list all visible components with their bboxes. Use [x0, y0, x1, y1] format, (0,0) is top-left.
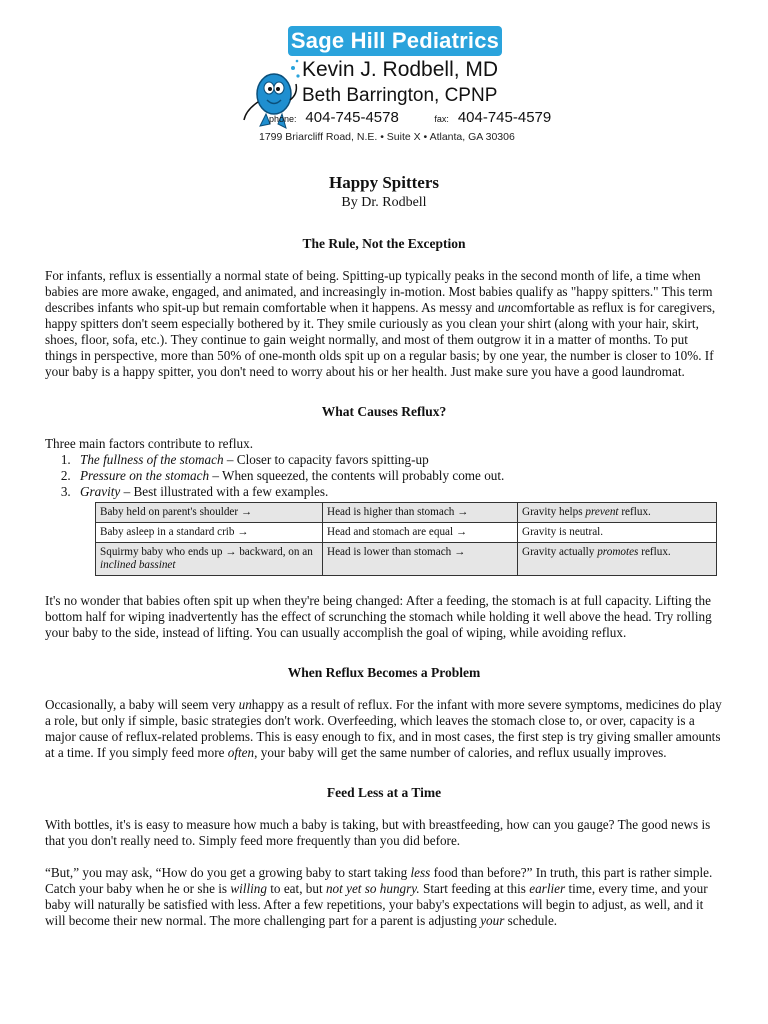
list-item: 3. Gravity – Best illustrated with a few examples.	[74, 484, 723, 500]
article	[45, 172, 723, 945]
factor-list	[45, 452, 723, 500]
paragraph-changing: It's no wonder that babies often spit up when they're being changed: After a feeding, the stomach is at full capacity. Lifting the bottom half for wiping inadvertently has the effect of scrunching the stomach while holding it well above the head. Try rolling your baby to the side, instead of lifting. You can usually accomplish the goal of wiping, while avoiding reflux.	[45, 593, 712, 640]
fax-number: 404-745-4579	[457, 109, 552, 126]
phone-number: 404-745-4578	[305, 109, 399, 126]
heading-problem: When Reflux Becomes a Problem	[287, 665, 481, 680]
phone-label: phone:	[269, 114, 297, 124]
table-cell: Gravity is neutral.	[518, 523, 717, 543]
table-cell: Gravity actually promotes reflux.	[518, 543, 717, 576]
table-cell: Baby asleep in a standard crib →	[96, 523, 323, 543]
table-cell: Baby held on parent's shoulder →	[96, 503, 323, 523]
causes-intro: Three main factors contribute to reflux.	[45, 436, 253, 451]
fax-label: fax:	[434, 114, 449, 124]
article-byline: By Dr. Rodbell	[341, 195, 427, 210]
heading-rule: The Rule, Not the Exception	[302, 236, 466, 251]
table-row	[96, 543, 717, 576]
doctor-name: Kevin J. Rodbell, MD	[302, 58, 499, 81]
table-cell: Gravity helps prevent reflux.	[518, 503, 717, 523]
heading-feed: Feed Less at a Time	[326, 785, 442, 800]
table-row	[96, 523, 717, 543]
table-cell: Head and stomach are equal →	[323, 523, 518, 543]
table-cell: Squirmy baby who ends up → backward, on an inclined bassinet	[96, 543, 323, 576]
brand-logo: Sage Hill Pediatrics	[288, 26, 502, 56]
paragraph-feed-1: With bottles, it's is easy to measure how much a baby is taking, but with breastfeeding, how can you gauge? The good news is that you don't really need to. Simply feed more frequently than you did before.	[45, 817, 711, 848]
list-item: 2. Pressure on the stomach – When squeezed, the contents will probably come out.	[74, 468, 723, 484]
gravity-examples-table	[95, 502, 717, 576]
article-title: Happy Spitters	[328, 173, 440, 192]
paragraph-feed-2: “But,” you may ask, “How do you get a growing baby to start taking less food than before?” In truth, this part is rather simple. Catch your baby when he or she is willing to eat, but not yet so hungry. Start feeding at this earlier time, every time, and your baby will naturally be satisfied with less. After a few repetitions, your baby's expectations will begin to adjust, as well, and it will become their new normal. The more challenging part for a parent is adjusting your schedule.	[45, 865, 713, 928]
practice-address: 1799 Briarcliff Road, N.E. • Suite X • Atlanta, GA 30306	[259, 131, 515, 143]
table-row	[96, 503, 717, 523]
list-item: 1. The fullness of the stomach – Closer to capacity favors spitting-up	[74, 452, 723, 468]
nurse-name: Beth Barrington, CPNP	[302, 85, 498, 106]
contact-numbers	[269, 109, 551, 127]
paragraph-problem: Occasionally, a baby will seem very unhappy as a result of reflux. For the infant with more severe symptoms, medicines do play a role, but only if simple, basic strategies don't work. Overfeeding, which leaves the stomach close to, or over, capacity is a major cause of reflux-related problems. This is easy enough to fix, and in most cases, the first step is try giving smaller amounts at a time. If you simply feed more often, your baby will get the same number of calories, and reflux usually improves.	[45, 697, 722, 760]
table-cell: Head is higher than stomach →	[323, 503, 518, 523]
heading-causes: What Causes Reflux?	[321, 404, 447, 419]
table-cell: Head is lower than stomach →	[323, 543, 518, 576]
paragraph-rule: For infants, reflux is essentially a normal state of being. Spitting-up typically peaks in the second month of life, a time when babies are more awake, engaged, and animated, and increasingly in-motion. Most babies qualify as "happy spitters." This term describes infants who spit-up but remain comfortable when it happens. As messy and uncomfortable as reflux is for caregivers, happy spitters don't seem especially bothered by it. They smile curiously as you clean your shirt (along with your hair, skirt, shoes, floor, sofa, etc.). They continue to gain weight normally, and most of them outgrow it in a matter of months. To put things in perspective, more than 50% of one-month olds spit up on a regular basis; by one year, the number is closer to 10%. If your baby is a happy spitter, you don't need to worry about his or her health. Just make sure you have a good laundromat.	[45, 268, 716, 379]
letterhead	[240, 22, 552, 150]
